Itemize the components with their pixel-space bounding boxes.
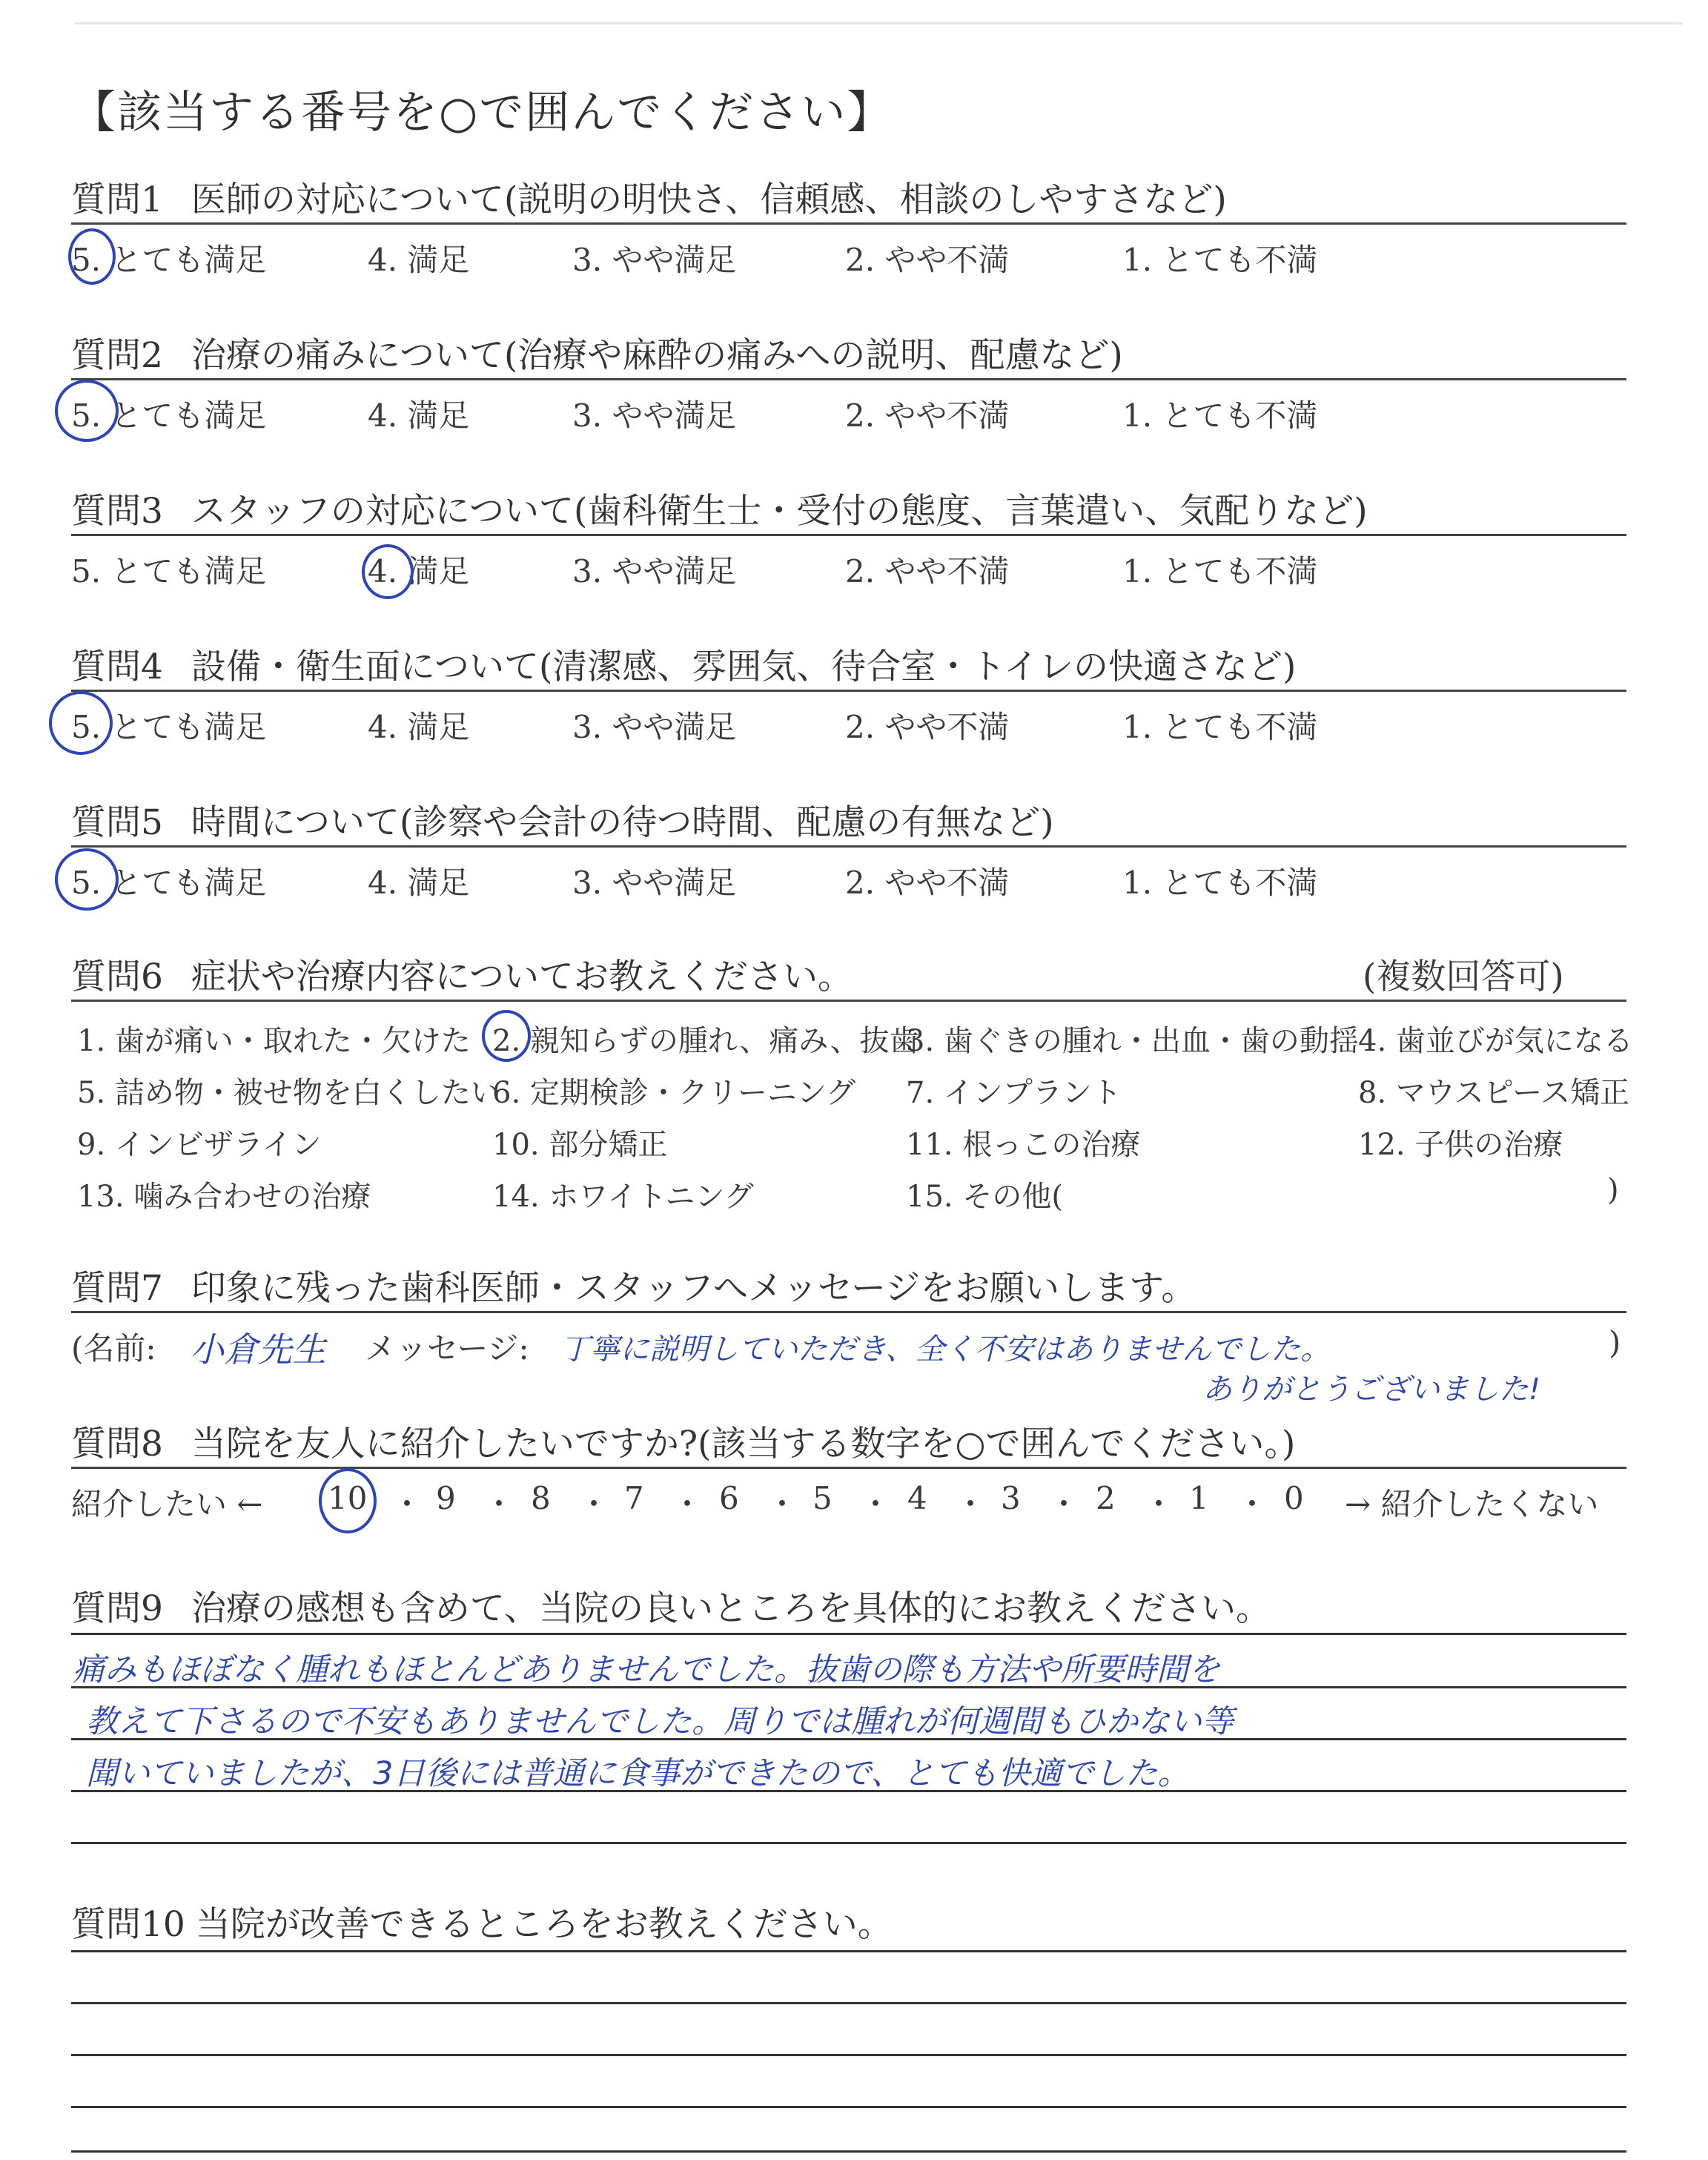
question-number: 質問5 [71, 802, 163, 843]
option-5[interactable]: 5. とても満足 [71, 553, 267, 589]
question-header [71, 172, 1227, 222]
question-text: 医師の対応について(説明の明快さ、信頼感、相談のしやすさなど) [191, 179, 1227, 220]
option-5[interactable]: 5. とても満足 [71, 397, 267, 434]
question-number: 質問6 [71, 957, 163, 997]
answer-line [71, 1842, 1626, 1844]
option-3[interactable]: 3. やや満足 [572, 553, 737, 589]
score-10[interactable]: 10 [328, 1480, 368, 1516]
symptom-option-7[interactable]: 7. インプラント [906, 1076, 1122, 1110]
question-number: 質問1 [71, 179, 163, 220]
score-2[interactable]: 2 [1096, 1480, 1116, 1516]
page-title: 【該当する番号を○で囲んでください】 [71, 87, 893, 139]
answer-line [71, 1950, 1626, 1952]
option-1[interactable]: 1. とても不満 [1122, 242, 1318, 278]
question-rule [71, 845, 1626, 848]
score-separator: ・ [1143, 1486, 1175, 1522]
symptom-option-12[interactable]: 12. 子供の治療 [1358, 1128, 1563, 1162]
handwritten-answer-line-2: 教えて下さるので不安もありませんでした。周りでは腫れが何週間もひかない等 [86, 1703, 1234, 1740]
score-separator: ・ [672, 1486, 704, 1522]
option-3[interactable]: 3. やや満足 [572, 397, 737, 434]
question-text: 当院が改善できるところをお教えください。 [195, 1904, 893, 1945]
answer-line [71, 2002, 1626, 2004]
question-number: 質問2 [71, 335, 163, 376]
handwritten-answer-line-1: 痛みもほぼなく腫れもほとんどありませんでした。抜歯の際も方法や所要時間を [73, 1651, 1220, 1688]
option-1[interactable]: 1. とても不満 [1122, 709, 1318, 745]
option-4[interactable]: 4. 満足 [368, 709, 470, 745]
option-1[interactable]: 1. とても不満 [1122, 865, 1318, 901]
question-text: 治療の感想も含めて、当院の良いところを具体的にお教えください。 [191, 1588, 1271, 1629]
answer-line [71, 2150, 1626, 2153]
question-rule [71, 1000, 1626, 1002]
question-text: 時間について(診察や会計の待つ時間、配慮の有無など) [191, 802, 1054, 843]
question-rule [71, 1467, 1626, 1469]
option-2[interactable]: 2. やや不満 [845, 865, 1010, 901]
question-header [71, 1581, 1271, 1631]
symptom-option-9[interactable]: 9. インビザライン [77, 1128, 322, 1162]
answer-line [71, 2106, 1626, 2108]
question-text: 治療の痛みについて(治療や麻酔の痛みへの説明、配慮など) [191, 335, 1123, 376]
symptom-option-10[interactable]: 10. 部分矯正 [492, 1128, 668, 1162]
option-1[interactable]: 1. とても不満 [1122, 553, 1318, 589]
symptom-option-1[interactable]: 1. 歯が痛い・取れた・欠けた [77, 1024, 471, 1058]
question-header [71, 1897, 893, 1946]
option-4[interactable]: 4. 満足 [368, 865, 470, 901]
symptom-option-15[interactable]: 15. その他( [906, 1180, 1063, 1214]
other-close-paren: ) [1607, 1173, 1619, 1207]
selection-circle [49, 691, 113, 755]
scan-top-edge [74, 22, 1683, 24]
score-separator: ・ [955, 1486, 987, 1522]
question-text: 印象に残った歯科医師・スタッフへメッセージをお願いします。 [191, 1268, 1196, 1309]
selection-circle [55, 380, 119, 442]
score-separator: ・ [767, 1486, 798, 1522]
option-2[interactable]: 2. やや不満 [845, 553, 1010, 589]
question-rule [71, 534, 1626, 536]
selection-circle [319, 1468, 377, 1533]
score-7[interactable]: 7 [624, 1480, 644, 1516]
question-number: 質問8 [71, 1424, 163, 1464]
answer-line [71, 1633, 1626, 1635]
symptom-option-5[interactable]: 5. 詰め物・被せ物を白くしたい [77, 1076, 500, 1110]
question-text: 症状や治療内容についてお教えください。 [191, 957, 853, 997]
question-number: 質問3 [71, 491, 163, 532]
score-0[interactable]: 0 [1284, 1480, 1304, 1516]
symptom-option-6[interactable]: 6. 定期検診・クリーニング [492, 1076, 856, 1110]
handwritten-message: 丁寧に説明していただき、全く不安はありませんでした。 [560, 1332, 1331, 1367]
score-separator: ・ [578, 1486, 610, 1522]
option-3[interactable]: 3. やや満足 [572, 865, 737, 901]
score-3[interactable]: 3 [1001, 1480, 1021, 1516]
symptom-option-4[interactable]: 4. 歯並びが気になる [1358, 1024, 1633, 1058]
question-header [71, 328, 1123, 377]
symptom-option-2[interactable]: 2. 親知らずの腫れ、痛み、抜歯 [492, 1024, 919, 1058]
symptom-option-8[interactable]: 8. マウスピース矯正 [1358, 1076, 1630, 1110]
option-3[interactable]: 3. やや満足 [572, 709, 737, 745]
score-4[interactable]: 4 [907, 1480, 927, 1516]
question-number: 質問7 [71, 1268, 163, 1309]
question-header [71, 795, 1054, 845]
option-2[interactable]: 2. やや不満 [845, 709, 1010, 745]
score-9[interactable]: 9 [436, 1480, 456, 1516]
selection-circle [68, 228, 116, 285]
score-5[interactable]: 5 [812, 1480, 833, 1516]
score-separator: ・ [1237, 1486, 1268, 1522]
name-label: (名前: [71, 1330, 156, 1367]
handwritten-message-2: ありがとうございました! [1202, 1373, 1541, 1407]
question-number: 質問4 [71, 647, 163, 687]
question-header [71, 1261, 1196, 1310]
question-rule [71, 378, 1626, 380]
score-separator: ・ [1048, 1486, 1080, 1522]
handwritten-name: 小倉先生 [190, 1330, 326, 1370]
score-separator: ・ [860, 1486, 892, 1522]
question-rule [71, 690, 1626, 692]
selection-circle [362, 544, 414, 599]
option-5[interactable]: 5. とても満足 [71, 709, 267, 745]
question-number: 質問10 [71, 1904, 185, 1945]
score-6[interactable]: 6 [719, 1480, 739, 1516]
not-recommend-label: → 紹介したくない [1345, 1486, 1599, 1522]
question-text: スタッフの対応について(歯科衛生士・受付の態度、言葉遣い、気配りなど) [191, 491, 1368, 532]
symptom-option-14[interactable]: 14. ホワイトニング [492, 1180, 754, 1214]
question-header [71, 949, 853, 999]
question-text: 当院を友人に紹介したいですか?(該当する数字を○で囲んでください。) [191, 1424, 1296, 1464]
handwritten-answer-line-3: 聞いていましたが、3日後には普通に食事ができたので、とても快適でした。 [86, 1755, 1190, 1792]
recommend-label: 紹介したい ← [71, 1486, 263, 1522]
message-label: メッセージ: [365, 1330, 529, 1367]
score-separator: ・ [391, 1486, 423, 1522]
option-5[interactable]: 5. とても満足 [71, 242, 267, 278]
symptom-option-11[interactable]: 11. 根っこの治療 [906, 1128, 1141, 1162]
message-close-paren: ) [1609, 1324, 1621, 1361]
symptom-option-3[interactable]: 3. 歯ぐきの腫れ・出血・歯の動揺 [906, 1024, 1359, 1058]
question-header [71, 483, 1368, 533]
selection-circle [482, 1010, 531, 1062]
option-5[interactable]: 5. とても満足 [71, 865, 267, 901]
score-separator: ・ [483, 1486, 515, 1522]
question-rule [71, 1311, 1626, 1313]
score-8[interactable]: 8 [531, 1480, 551, 1516]
score-1[interactable]: 1 [1189, 1480, 1209, 1516]
option-3[interactable]: 3. やや満足 [572, 242, 737, 278]
question-text: 設備・衛生面について(清潔感、雰囲気、待合室・トイレの快適さなど) [191, 647, 1297, 687]
selection-circle [55, 848, 119, 911]
option-4[interactable]: 4. 満足 [368, 242, 470, 278]
option-4[interactable]: 4. 満足 [368, 397, 470, 434]
question-header [71, 639, 1296, 689]
option-2[interactable]: 2. やや不満 [845, 397, 1010, 434]
option-2[interactable]: 2. やや不満 [845, 242, 1010, 278]
question-rule [71, 222, 1626, 225]
question-header [71, 1416, 1295, 1466]
answer-line [71, 2054, 1626, 2056]
option-4[interactable]: 4. 満足 [368, 553, 470, 589]
multiple-answers-note: (複数回答可) [1363, 957, 1564, 997]
symptom-option-13[interactable]: 13. 噛み合わせの治療 [77, 1180, 371, 1214]
question-number: 質問9 [71, 1588, 163, 1629]
option-1[interactable]: 1. とても不満 [1122, 397, 1318, 434]
